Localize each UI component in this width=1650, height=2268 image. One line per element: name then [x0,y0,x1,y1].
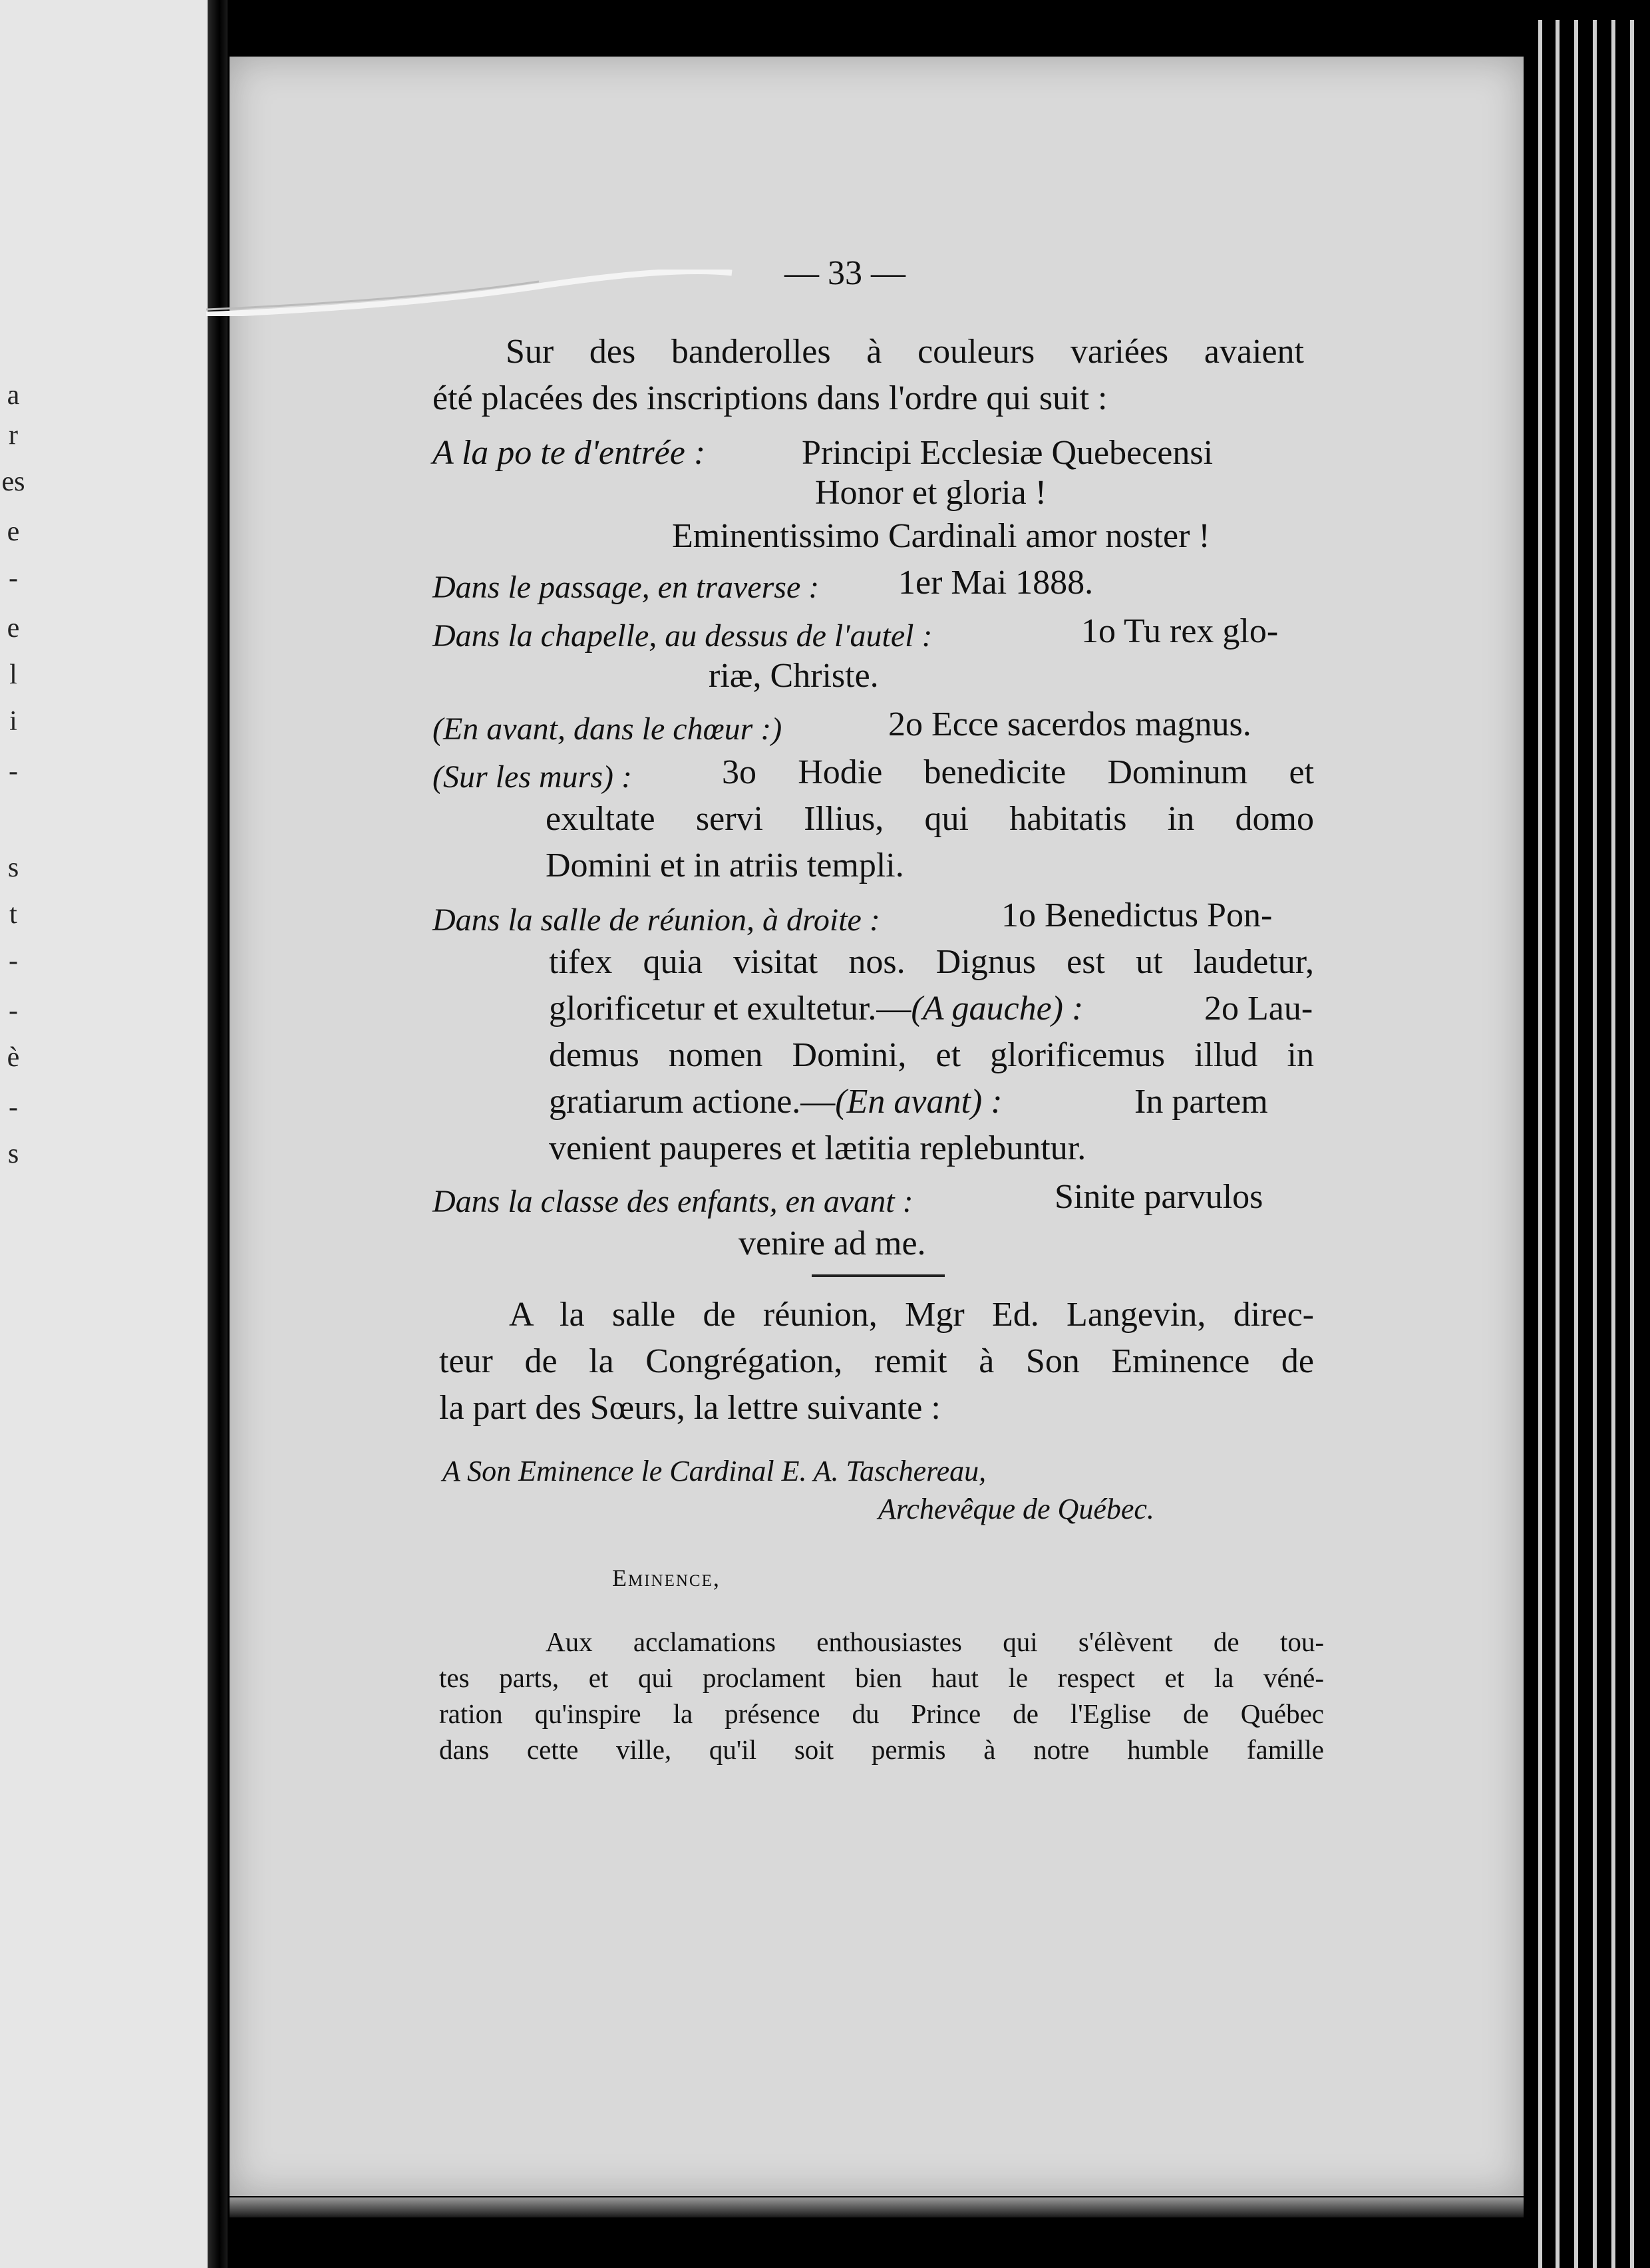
left-page-fragment: es [1,467,25,497]
inscription-text: 1o Benedictus Pon- [1001,896,1273,934]
paragraph-line: teur de la Congrégation, remit à Son Eminence de [439,1342,1314,1380]
intro-line: Sur des banderolles à couleurs variées avaient [506,333,1304,371]
inscription-label: Dans le passage, en traverse : [432,570,820,605]
left-page-fragment: è [7,1042,20,1073]
left-page-fragment: - [9,563,18,594]
left-page-fragment: - [9,756,18,787]
left-page-fragment: s [7,1139,19,1169]
page-edge-stripe [1538,20,1542,2268]
inscription-text: Honor et gloria ! [815,474,1047,512]
left-page-fragment: a [7,380,20,411]
intro-line: été placées des inscriptions dans l'ordre qui suit : [432,379,1108,417]
inscription-label: Dans la salle de réunion, à droite : [432,902,880,938]
inscription-label: A la po te d'entrée : [432,434,706,472]
inscription-label: (Sur les murs) : [432,759,632,795]
left-page-fragment: s [7,852,19,883]
inscription-text: 1er Mai 1888. [898,564,1094,602]
inscription-text: Principi Ecclesiæ Quebecensi [802,434,1214,472]
letter-line: tes parts, et qui proclament bien haut le respect et la véné- [439,1662,1324,1693]
letter-salutation: Eminence, [612,1565,721,1591]
left-page-fragment: i [9,706,17,737]
inscription-text: riæ, Christe. [709,657,879,695]
letter-address: Archevêque de Québec. [878,1493,1154,1525]
inscription-label: (En avant, dans le chœur :) [432,711,782,747]
left-page-fragment: - [9,946,18,976]
page-edge-stripe [1611,20,1615,2268]
left-page-fragment: e [7,613,20,644]
inscription-direction: (A gauche) : [911,990,1084,1028]
paragraph-line: la part des Sœurs, la lettre suivante : [439,1389,941,1427]
inscription-text: 2o Ecce sacerdos magnus. [888,705,1251,743]
inscription-text: Eminentissimo Cardinali amor noster ! [672,517,1210,555]
inscription-label: Dans la classe des enfants, en avant : [432,1184,913,1219]
left-page-fragment: - [9,1092,18,1123]
inscription-text [549,988,1083,1030]
inscription-direction: (En avant) : [835,1083,1003,1121]
paper-strip-mark [206,270,739,316]
letter-line: ration qu'inspire la présence du Prince de l'Eglise de Québec [439,1698,1324,1729]
inscription-text [549,1081,1003,1123]
letter-line: Aux acclamations enthousiastes qui s'élèvent de tou- [546,1626,1324,1657]
inscription-text-part: gratiarum actione.— [549,1083,836,1121]
inscription-label: Dans la chapelle, au dessus de l'autel : [432,618,933,654]
page-edge-stripe [1593,20,1597,2268]
left-page-fragment: l [9,660,17,690]
inscription-text: tifex quia visitat nos. Dignus est ut laudetur, [549,943,1314,981]
inscription-text: Domini et in atriis templi. [546,847,904,884]
inscription-text: demus nomen Domini, et glorificemus illud in [549,1036,1314,1074]
left-page-fragment: - [9,996,18,1026]
left-page-fragment: r [9,420,18,451]
page-edge-stripe [1630,20,1634,2268]
inscription-text: venient pauperes et lætitia replebuntur. [549,1129,1086,1167]
left-page-fragment: e [7,516,20,547]
inscription-text: exultate servi Illius, qui habitatis in domo [546,800,1314,838]
inscription-text: 2o Lau- [1204,990,1313,1028]
inscription-text: 3o Hodie benedicite Dominum et [722,753,1314,791]
inscription-text: Sinite parvulos [1055,1178,1263,1216]
inscription-text: In partem [1134,1083,1268,1121]
inscription-text: 1o Tu rex glo- [1081,612,1279,650]
page-bottom-edge [230,2197,1524,2217]
paragraph-line: A la salle de réunion, Mgr Ed. Langevin, direc- [509,1296,1314,1334]
page-number: — 33 — [784,254,906,292]
page-edge-stripe [1574,20,1578,2268]
letter-line: dans cette ville, qu'il soit permis à notre humble famille [439,1734,1324,1765]
letter-address: A Son Eminence le Cardinal E. A. Taschereau, [442,1455,987,1487]
section-rule [812,1274,945,1277]
inscription-text-part: glorificetur et exultetur.— [549,990,911,1028]
left-page-fragment: t [9,899,17,930]
left-page-edge [0,0,208,2268]
right-page-edges [1524,20,1650,2268]
page-edge-stripe [1556,20,1560,2268]
gutter-shadow [208,0,228,2268]
inscription-text: venire ad me. [739,1225,926,1262]
